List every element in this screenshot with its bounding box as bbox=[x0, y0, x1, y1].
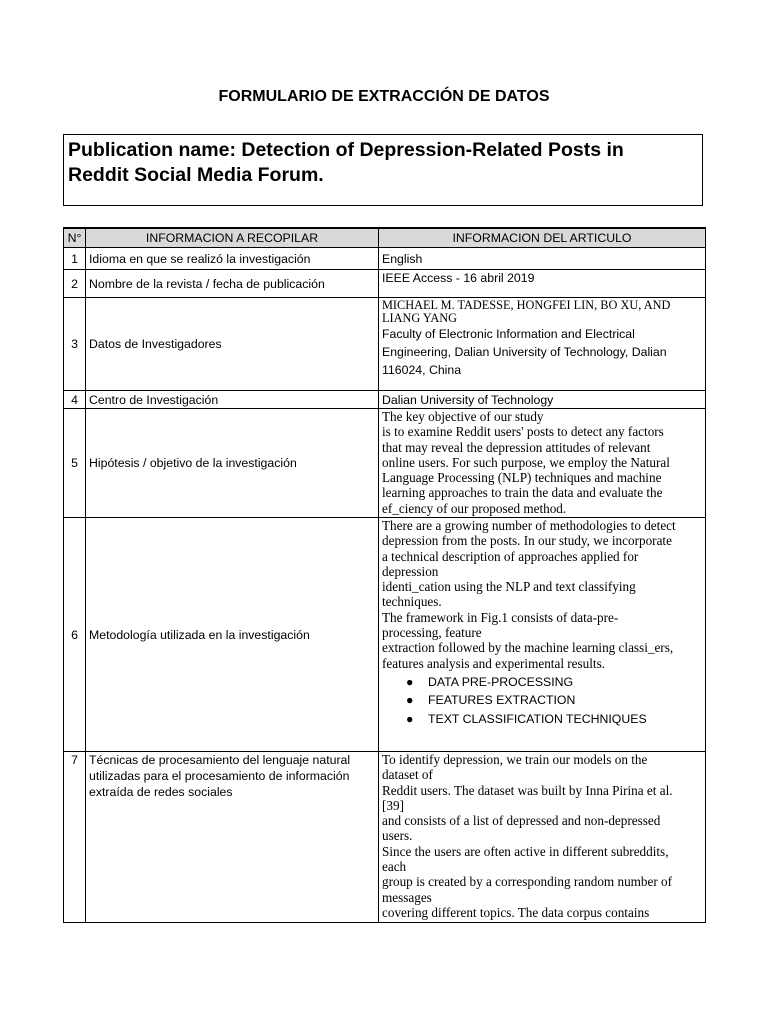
row-value bbox=[379, 752, 706, 923]
row-value: IEEE Access - 16 abril 2019 bbox=[379, 270, 706, 298]
row-label: Datos de Investigadores bbox=[86, 298, 379, 391]
bullet-text: TEXT CLASSIFICATION TECHNIQUES bbox=[428, 711, 647, 726]
form-title: FORMULARIO DE EXTRACCIÓN DE DATOS bbox=[218, 88, 550, 105]
text-line: To identify depression, we train our models on the bbox=[382, 752, 648, 767]
label-line: utilizadas para el procesamiento de información bbox=[89, 769, 350, 783]
table-row bbox=[64, 391, 706, 409]
text-line: is to examine Reddit users' posts to detect any factors bbox=[382, 424, 664, 440]
row-label: Nombre de la revista / fecha de publicación bbox=[86, 270, 379, 298]
text-line: Language Processing (NLP) techniques and machine bbox=[382, 470, 662, 486]
text-line: ef_ciency of our proposed method. bbox=[382, 500, 567, 516]
text-line: each bbox=[382, 859, 407, 875]
label-line: Técnicas de procesamiento del lenguaje natural bbox=[89, 753, 351, 767]
text-line: messages bbox=[382, 889, 432, 905]
affiliation-line: Engineering, Dalian University of Technology, Dalian bbox=[382, 345, 667, 359]
bullet-icon: ● bbox=[406, 674, 414, 689]
publication-name-box bbox=[63, 134, 703, 206]
row-label: Idioma en que se realizó la investigación bbox=[86, 248, 379, 270]
authors-line: LIANG YANG bbox=[382, 311, 458, 325]
text-line: depression bbox=[382, 563, 439, 579]
header-info-to-collect: INFORMACION A RECOPILAR bbox=[86, 228, 379, 248]
affiliation-line: Faculty of Electronic Information and Electrical bbox=[382, 327, 635, 341]
text-line: that may reveal the depression attitudes of relevant bbox=[382, 439, 651, 455]
data-extraction-table bbox=[63, 227, 706, 923]
publication-line: Reddit Social Media Forum. bbox=[68, 164, 324, 186]
text-line: techniques. bbox=[382, 594, 442, 610]
bullet-text: DATA PRE-PROCESSING bbox=[428, 674, 574, 689]
table-row bbox=[64, 752, 706, 923]
text-line: features analysis and experimental results. bbox=[382, 655, 606, 671]
methodology-bullet-list bbox=[382, 673, 702, 729]
table-row bbox=[64, 270, 706, 298]
text-line: group is created by a corresponding random number of bbox=[382, 874, 673, 890]
list-item bbox=[406, 673, 702, 692]
text-line: [39] bbox=[382, 797, 404, 813]
row-label: Metodología utilizada en la investigación bbox=[86, 518, 379, 752]
text-line: users. bbox=[382, 828, 413, 844]
row-number: 7 bbox=[64, 752, 86, 923]
row-value bbox=[379, 518, 706, 752]
header-number: N° bbox=[64, 228, 86, 248]
row-number: 5 bbox=[64, 409, 86, 518]
bullet-text: FEATURES EXTRACTION bbox=[428, 693, 576, 708]
row-label: Centro de Investigación bbox=[86, 391, 379, 409]
text-line: dataset of bbox=[382, 767, 433, 783]
row-value bbox=[379, 298, 706, 391]
row-number: 1 bbox=[64, 248, 86, 270]
text-line: depression from the posts. In our study, we incorporate bbox=[382, 533, 672, 549]
list-item bbox=[406, 691, 702, 710]
table-header-row bbox=[64, 228, 706, 248]
text-line: and consists of a list of depressed and non-depressed bbox=[382, 813, 661, 829]
text-line: Reddit users. The dataset was built by Inna Pirina et al. bbox=[382, 782, 673, 798]
bullet-icon: ● bbox=[406, 693, 414, 708]
row-value: English bbox=[379, 248, 706, 270]
table-row bbox=[64, 409, 706, 518]
text-line: The framework in Fig.1 consists of data-pre- bbox=[382, 609, 619, 625]
text-line: covering different topics. The data corpus contains bbox=[382, 904, 650, 920]
list-item bbox=[406, 710, 702, 729]
authors-line: MICHAEL M. TADESSE, HONGFEI LIN, BO XU, AND bbox=[382, 298, 671, 312]
row-number: 3 bbox=[64, 298, 86, 391]
table-row bbox=[64, 518, 706, 752]
row-value bbox=[379, 409, 706, 518]
row-value: Dalian University of Technology bbox=[379, 391, 706, 409]
text-line: processing, feature bbox=[382, 625, 482, 641]
row-number: 2 bbox=[64, 270, 86, 298]
text-line: Since the users are often active in different subreddits, bbox=[382, 843, 669, 859]
text-line: extraction followed by the machine learning classi_ers, bbox=[382, 640, 674, 656]
text-line: There are a growing number of methodologies to detect bbox=[382, 518, 676, 533]
text-line: The key objective of our study bbox=[382, 409, 544, 424]
text-line: learning approaches to train the data and evaluate the bbox=[382, 485, 663, 501]
text-line: identi_cation using the NLP and text classifying bbox=[382, 579, 636, 595]
header-article-info: INFORMACION DEL ARTICULO bbox=[379, 228, 706, 248]
text-line: online users. For such purpose, we employ the Natural bbox=[382, 454, 670, 470]
row-number: 4 bbox=[64, 391, 86, 409]
table-row bbox=[64, 298, 706, 391]
publication-line: Publication name: Detection of Depression-Related Posts in bbox=[68, 139, 624, 161]
label-line: extraída de redes sociales bbox=[89, 785, 233, 799]
table-row bbox=[64, 248, 706, 270]
affiliation-line: 116024, China bbox=[382, 363, 462, 377]
row-label: Hipótesis / objetivo de la investigación bbox=[86, 409, 379, 518]
text-line: a technical description of approaches applied for bbox=[382, 548, 639, 564]
row-number: 6 bbox=[64, 518, 86, 752]
row-label bbox=[86, 752, 379, 923]
bullet-icon: ● bbox=[406, 711, 414, 726]
